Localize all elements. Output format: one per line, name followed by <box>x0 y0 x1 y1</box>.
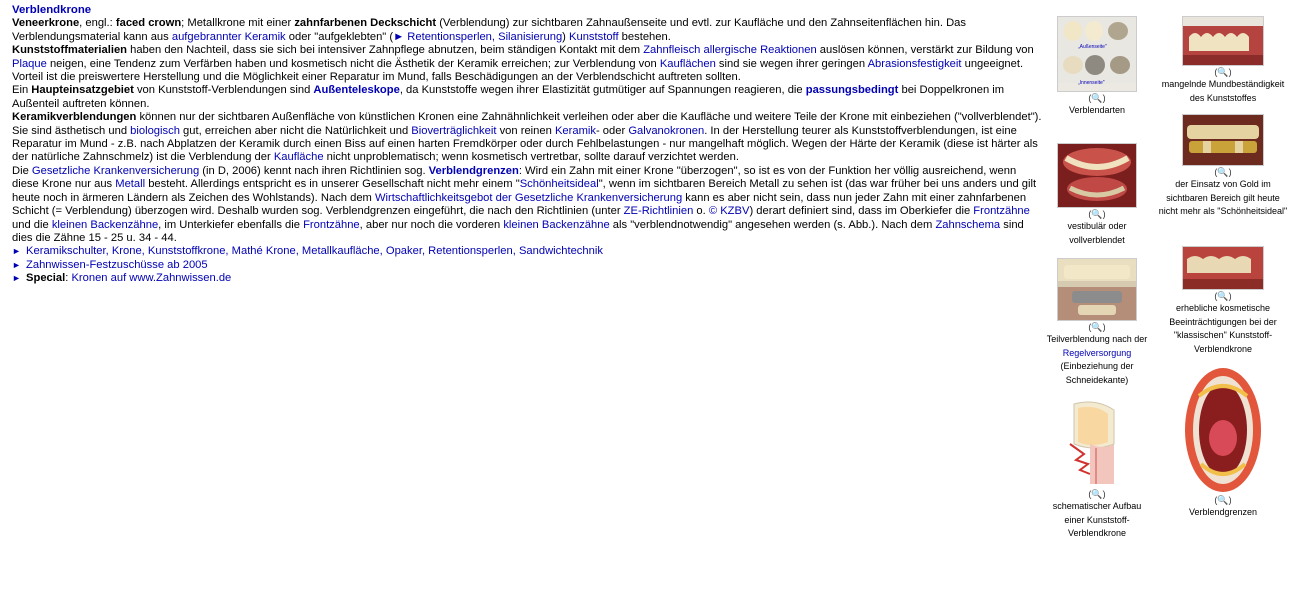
text: als "verblendnotwendig" angesehen werden (s. Abb.). Nach dem <box>609 218 936 231</box>
paragraph-definition <box>12 17 1042 44</box>
text: ) derart definiert sind, dass im Oberkiefer die <box>749 205 974 218</box>
link-keramik[interactable]: Keramik <box>554 124 596 137</box>
arrow-icon: ► <box>12 273 21 284</box>
text: , engl.: <box>79 17 116 30</box>
figure-gold <box>1156 114 1290 219</box>
link-retentionsperlen[interactable]: ► Retentionsperlen, Silanisierung <box>393 30 563 43</box>
figure-vollverblendet <box>1046 143 1148 247</box>
figure-verblendgrenzen <box>1156 366 1290 520</box>
link-kzbv[interactable]: © KZBV <box>708 205 750 218</box>
caption-vollverblendet: vestibulär oder vollverblendet <box>1067 221 1127 245</box>
bullet-related <box>12 245 1042 258</box>
link-gkv[interactable]: Gesetzliche Krankenversicherung <box>31 164 200 177</box>
link-plaque[interactable]: Plaque <box>12 57 47 70</box>
link-schoenheitsideal[interactable]: Schönheitsideal <box>519 178 599 191</box>
text: - oder <box>595 124 629 137</box>
text: nicht unproblematisch; wenn kosmetisch vertretbar, sollte darauf verzichtet werden. <box>323 151 739 164</box>
link-galvanokronen[interactable]: Galvanokronen <box>628 124 705 137</box>
link-abrasionsfestigkeit[interactable]: Abrasionsfestigkeit <box>867 57 962 70</box>
text: ", wenn im sichtbaren Bereich Metall zu sehen ist (das war früher bei uns anders und gilt heute noch in ärmeren Ländern als Zeichen des Wohlstands). Nach dem <box>12 178 1037 204</box>
thumb-verblendgrenzen[interactable] <box>1183 366 1263 494</box>
bullet-festzuschuesse <box>12 259 1042 272</box>
link-wirtschaftlichkeitsgebot[interactable]: Wirtschaftlichkeitsgebot der Gesetzliche Krankenversicherung <box>374 191 683 204</box>
text: ) <box>562 30 570 43</box>
paragraph-einsatzgebiet <box>12 84 1042 111</box>
text: können nur der sichtbaren Außenfläche von künstlichen Kronen eine Zahnähnlichkeit verleihen oder aber die Kaufläche und weitere Teile der Krone mit einbeziehen ("vollverblendet"). Sie sind ästhetisch und <box>12 111 1042 137</box>
text: kann es aber nicht sein, dass nun jeder Zahn mit einer zahnfarbenen Schicht (= Verblendung) überzogen wird. Deshalb wurden sog. Verblendgrenzen eingeführt, die nach den Richtlinien (unter <box>12 191 1027 218</box>
link-biologisch[interactable]: biologisch <box>130 124 180 137</box>
text: besteht. Allerdings entspricht es in unserer Gesellschaft nicht mehr einem " <box>145 178 520 191</box>
text: neigen, eine Tendenz zum Verfärben haben und kosmetisch nicht die Ästhetik der Keramik erreichen; zur Verblendung von <box>46 57 660 70</box>
link-related-terms[interactable]: Keramikschulter, Krone, Kunststoffkrone, Mathé Krone, Metallkaufläche, Opaker, Retentionsperlen, Sandwichtechnik <box>26 245 603 258</box>
figure-teilverblendung <box>1046 258 1148 387</box>
text: von Kunststoff-Verblendungen sind <box>133 84 314 97</box>
link-kleine-backenzaehne-uk[interactable]: kleinen Backenzähne <box>503 218 610 231</box>
caption-mundbestaendigkeit: mangelnde Mundbeständigkeit des Kunststoffes <box>1161 79 1285 103</box>
zoom-icon[interactable]: (🔍) <box>1088 93 1106 103</box>
text: gut, erreichen aber nicht die Natürlichkeit und <box>179 124 412 137</box>
cosmetic-damage-image <box>1183 247 1263 289</box>
text: : <box>65 272 72 285</box>
text: o. <box>693 205 709 218</box>
thumb-verblendarten[interactable] <box>1057 16 1137 92</box>
link-frontzaehne-uk[interactable]: Frontzähne <box>303 218 360 231</box>
term-haupteinsatzgebiet: Haupteinsatzgebiet <box>31 84 134 97</box>
link-verblendgrenzen[interactable]: Verblendgrenzen <box>428 164 519 177</box>
arrow-icon: ► <box>12 246 21 257</box>
term-keramikverblendungen: Keramikverblendungen <box>12 111 137 124</box>
text: bei Doppelkronen im Außenteil auftreten können. <box>12 84 1005 110</box>
link-kunststoff[interactable]: Kunststoff <box>569 30 619 43</box>
caption-gold: der Einsatz von Gold im sichtbaren Bereich gilt heute nicht mehr als "Schönheitsideal" <box>1158 179 1288 216</box>
special-label: Special <box>26 272 66 285</box>
link-passungsbedingt[interactable]: passungsbedingt <box>805 84 899 97</box>
link-kauflaeche[interactable]: Kaufläche <box>273 151 324 164</box>
caption-teilverblendung <box>1046 333 1148 387</box>
thumb-teilverblendung[interactable] <box>1057 258 1137 321</box>
link-ze-richtlinien[interactable]: ZE-Richtlinien <box>623 205 694 218</box>
paragraph-keramik <box>12 111 1042 165</box>
caption-text: (Einbeziehung der Schneidekante) <box>1060 361 1134 385</box>
paragraph-verblendgrenzen <box>12 165 1042 245</box>
link-frontzaehne[interactable]: Frontzähne <box>973 205 1030 218</box>
caption-kosmetisch: erhebliche kosmetische Beeinträchtigungen bei der "klassischen" Kunststoff-Verblendkrone <box>1169 303 1277 354</box>
link-zahnfleisch-allergie[interactable]: Zahnfleisch allergische Reaktionen <box>643 44 817 57</box>
thumb-schema[interactable] <box>1064 400 1130 488</box>
text: , da Kunststoffe wegen ihrer Elastizität gutmütiger auf Spannungen reagieren, die <box>399 84 806 97</box>
partial-veneer-image <box>1058 259 1136 320</box>
text: und die <box>12 218 52 231</box>
text: bestehen. <box>618 30 671 43</box>
mouth-diagram-image <box>1183 366 1263 494</box>
link-festzuschuesse[interactable]: Zahnwissen-Festzuschüsse ab 2005 <box>26 258 208 271</box>
gold-teeth-image <box>1183 115 1263 165</box>
term-deckschicht: zahnfarbenen Deckschicht <box>294 17 437 30</box>
caption-schema: schematischer Aufbau einer Kunststoff-Verblendkrone <box>1052 501 1142 538</box>
figure-mundbestaendigkeit <box>1156 16 1290 105</box>
text: : Wird ein Zahn mit einer Krone "überzogen", so ist es von der Funktion her völlig ausreichend, wenn diese Krone nur aus <box>12 164 1017 191</box>
link-kronen-zahnwissen[interactable]: Kronen auf www.Zahnwissen.de <box>71 272 232 285</box>
article-title[interactable]: Verblendkrone <box>12 4 92 16</box>
text: , aber nur noch die vorderen <box>359 218 504 231</box>
text: . In der Herstellung teurer als Kunststoffverblendungen, ist eine Reparatur im Mund - z.B. nach Abplatzen der Keramik durch einen Biss auf einen harten Fremdkörper oder durch Fehlbelastungen - nur mangelhaft möglich. Wegen der Härte der Keramik (diese ist härter als der natürliche Zahnschmelz) ist die Verblendung der <box>12 124 1038 164</box>
text: ; Metallkrone mit einer <box>181 17 295 30</box>
bullet-special <box>12 272 1042 285</box>
zoom-icon[interactable]: (🔍) <box>1088 489 1106 499</box>
text: Die <box>12 164 32 177</box>
term-veneerkrone: Veneerkrone <box>12 17 80 30</box>
text: Ein <box>12 84 32 97</box>
link-biovertraeglichkeit[interactable]: Bioverträglichkeit <box>411 124 497 137</box>
link-kleine-backenzaehne[interactable]: kleinen Backenzähne <box>51 218 159 231</box>
thumb-kosmetisch[interactable] <box>1182 246 1264 290</box>
text: ungeeignet. Vorteil ist die preiswertere Herstellung und die Möglichkeit einer Reparatur im Mund, falls Beschädigungen an der Verblendschicht auftreten sollten. <box>12 57 1024 84</box>
figure-schema <box>1046 400 1148 541</box>
link-aufgebrannte-keramik[interactable]: aufgebrannter Keramik <box>171 30 286 43</box>
thumb-mundbestaendigkeit[interactable] <box>1182 16 1264 66</box>
link-aussenteleskope[interactable]: Außenteleskope <box>313 84 400 97</box>
article <box>12 4 1042 286</box>
link-kauflaechen[interactable]: Kauflächen <box>659 57 716 70</box>
zoom-icon[interactable]: (🔍) <box>1088 322 1106 332</box>
figure-kosmetisch <box>1156 246 1290 356</box>
thumb-vollverblendet[interactable] <box>1057 143 1137 208</box>
text: sind dies die Zähne 15 - 25 u. 34 - 44. <box>12 218 1024 244</box>
term-kunststoffmaterialien: Kunststoffmaterialien <box>12 44 127 57</box>
link-metall[interactable]: Metall <box>115 178 146 191</box>
text: (in D, 2006) kennt nach ihren Richtlinien sog. <box>199 164 429 177</box>
link-regelversorgung[interactable]: Regelversorgung <box>1062 347 1132 358</box>
text: haben den Nachteil, dass sie sich bei intensiver Zahnpflege abnutzen, beim ständigen Kontakt mit dem <box>127 44 644 57</box>
zoom-icon[interactable]: (🔍) <box>1214 495 1232 505</box>
text: auslösen können, verstärkt zur Bildung von <box>816 44 1034 57</box>
label-aussenseite: „Außenseite" <box>1078 44 1107 50</box>
gum-crowns-image <box>1183 17 1263 65</box>
paragraph-kunststoff <box>12 44 1042 84</box>
text: sind sie wegen ihrer geringen <box>715 57 868 70</box>
label-innenseite: „Innenseite" <box>1078 80 1105 86</box>
caption-text: Teilverblendung nach der <box>1046 334 1148 344</box>
text: oder "aufgeklebten" ( <box>285 30 394 43</box>
text: von reinen <box>496 124 555 137</box>
crown-diagram-image <box>1064 400 1130 488</box>
text: , im Unterkiefer ebenfalls die <box>158 218 304 231</box>
arrow-icon: ► <box>12 259 21 270</box>
zoom-icon[interactable]: (🔍) <box>1214 291 1232 301</box>
mouth-image <box>1058 144 1136 207</box>
term-faced-crown: faced crown <box>115 17 182 30</box>
caption-verblendarten: Verblendarten <box>1068 105 1126 115</box>
thumb-gold[interactable] <box>1182 114 1264 166</box>
text: (Verblendung) zur sichtbaren Zahnaußenseite und evtl. zur Kaufläche und den Zahnseitenflächen hin. Das Verblendungsmaterial kann aus <box>12 17 966 43</box>
link-zahnschema[interactable]: Zahnschema <box>935 218 1001 231</box>
zoom-icon[interactable]: (🔍) <box>1214 167 1232 177</box>
zoom-icon[interactable]: (🔍) <box>1214 67 1232 77</box>
caption-verblendgrenzen: Verblendgrenzen <box>1188 507 1258 517</box>
zoom-icon[interactable]: (🔍) <box>1088 209 1106 219</box>
figure-verblendarten <box>1046 16 1148 118</box>
